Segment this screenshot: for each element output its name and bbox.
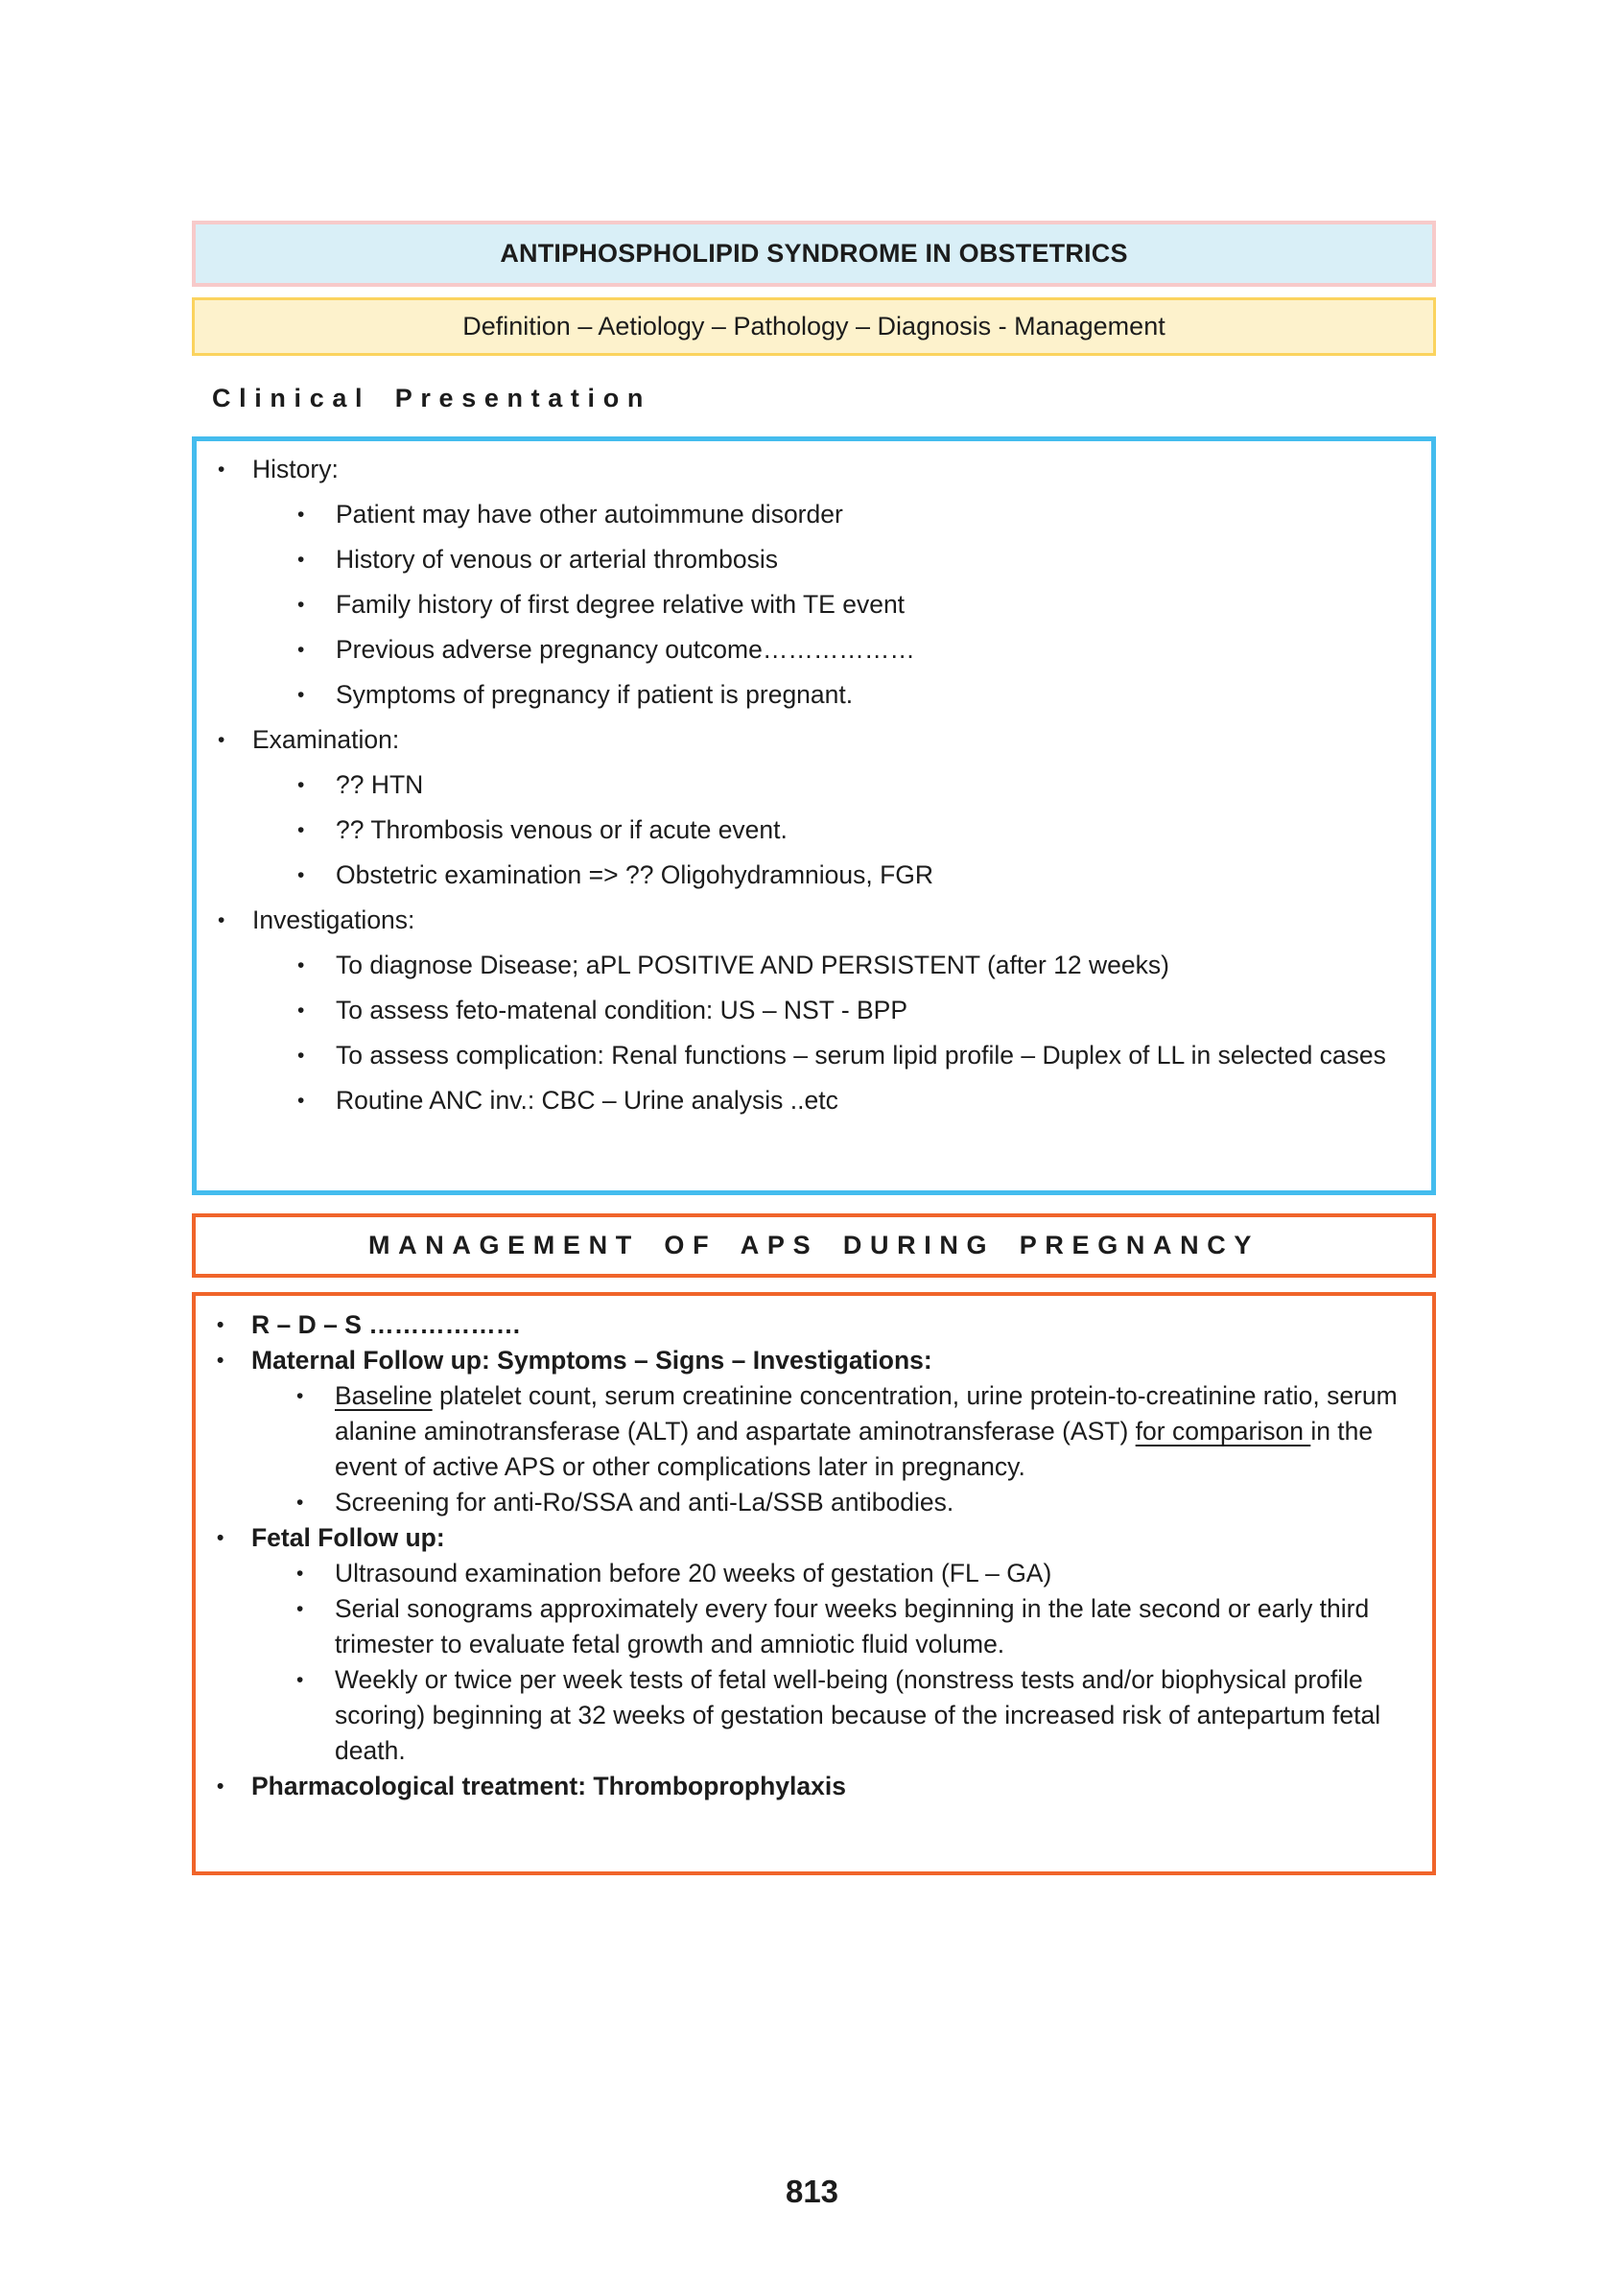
list-item-text: ?? Thrombosis venous or if acute event. bbox=[336, 815, 788, 844]
bullet-icon: • bbox=[297, 1045, 305, 1067]
bullet-icon: • bbox=[297, 864, 305, 886]
list-item bbox=[297, 813, 1404, 847]
list-item-text: ?? HTN bbox=[336, 770, 424, 799]
list-item bbox=[297, 543, 1404, 576]
list-item bbox=[297, 858, 1404, 892]
subtitle-banner bbox=[192, 297, 1436, 356]
bullet-icon: • bbox=[296, 1598, 304, 1620]
title-banner bbox=[192, 221, 1436, 287]
list-item-text: Routine ANC inv.: CBC – Urine analysis ..etc bbox=[336, 1086, 838, 1115]
bullet-icon: • bbox=[296, 1492, 304, 1514]
list-item-text: Symptoms of pregnancy if patient is pregnant. bbox=[336, 680, 854, 709]
list-item bbox=[296, 1556, 1409, 1591]
list-item-text: Previous adverse pregnancy outcome……………… bbox=[336, 635, 915, 664]
list-item-text: Pharmacological treatment: Thromboprophylaxis bbox=[251, 1772, 846, 1800]
bullet-icon: • bbox=[297, 549, 305, 571]
list-item-text: Examination: bbox=[252, 725, 400, 754]
bullet-icon: • bbox=[218, 459, 225, 481]
list-item bbox=[297, 949, 1404, 982]
list-item-text: Maternal Follow up: Symptoms – Signs – Investigations: bbox=[251, 1346, 932, 1375]
list-item-text: Family history of first degree relative with TE event bbox=[336, 590, 906, 619]
page-number: 813 bbox=[785, 2174, 839, 2209]
list-item bbox=[217, 1520, 1409, 1556]
list-item bbox=[296, 1485, 1409, 1520]
document-subtitle: Definition – Aetiology – Pathology – Diagnosis - Management bbox=[462, 312, 1165, 341]
list-item-text: Baseline platelet count, serum creatinine concentration, urine protein-to-creatinine ratio, serum alanine aminotransferase (ALT) and aspartate aminotransferase (AST) for comparison in the event of active APS or other complications later in pregnancy. bbox=[335, 1381, 1398, 1481]
management-heading: MANAGEMENT OF APS DURING PREGNANCY bbox=[367, 1231, 1260, 1259]
list-item bbox=[297, 994, 1404, 1027]
bullet-icon: • bbox=[297, 819, 305, 841]
bullet-icon: • bbox=[296, 1563, 304, 1585]
list-item bbox=[217, 1769, 1409, 1804]
list-item bbox=[297, 633, 1404, 667]
bullet-icon: • bbox=[297, 999, 305, 1022]
list-item-text: Fetal Follow up: bbox=[251, 1523, 445, 1552]
list-item-text: Serial sonograms approximately every four weeks beginning in the late second or early third trimester to evaluate fetal growth and amniotic fluid volume. bbox=[335, 1594, 1370, 1658]
list-item bbox=[297, 1039, 1404, 1072]
bullet-icon: • bbox=[217, 1314, 224, 1336]
bullet-icon: • bbox=[217, 1775, 224, 1798]
list-item-text: History: bbox=[252, 455, 339, 483]
list-item-text: Investigations: bbox=[252, 905, 415, 934]
list-item-text: Weekly or twice per week tests of fetal well-being (nonstress tests and/or biophysical profile scoring) beginning at 32 weeks of gestation because of the increased risk of antepartum fetal death. bbox=[335, 1665, 1381, 1765]
bullet-icon: • bbox=[217, 1350, 224, 1372]
list-item bbox=[217, 1307, 1409, 1343]
list-item-text: R – D – S ……………… bbox=[251, 1310, 522, 1339]
list-item bbox=[297, 588, 1404, 622]
clinical-list bbox=[197, 453, 1404, 1117]
list-item-text: To assess complication: Renal functions – serum lipid profile – Duplex of LL in selected cases bbox=[336, 1041, 1386, 1070]
management-box bbox=[192, 1292, 1436, 1875]
list-item bbox=[296, 1591, 1409, 1662]
section-label-item bbox=[218, 723, 1404, 757]
list-item bbox=[297, 768, 1404, 802]
management-list bbox=[196, 1307, 1409, 1804]
list-item bbox=[296, 1378, 1409, 1485]
bullet-icon: • bbox=[297, 774, 305, 796]
bullet-icon: • bbox=[296, 1385, 304, 1407]
document-title: ANTIPHOSPHOLIPID SYNDROME IN OBSTETRICS bbox=[500, 239, 1128, 268]
list-item bbox=[296, 1662, 1409, 1769]
bullet-icon: • bbox=[297, 954, 305, 976]
list-item-text: Patient may have other autoimmune disorder bbox=[336, 500, 843, 529]
list-item bbox=[297, 1084, 1404, 1117]
management-title-banner bbox=[192, 1213, 1436, 1278]
bullet-icon: • bbox=[297, 504, 305, 526]
bullet-icon: • bbox=[297, 1090, 305, 1112]
section-label-item bbox=[218, 453, 1404, 486]
list-item-text: To diagnose Disease; aPL POSITIVE AND PERSISTENT (after 12 weeks) bbox=[336, 951, 1169, 979]
list-item bbox=[297, 498, 1404, 531]
list-item bbox=[217, 1343, 1409, 1378]
list-item-text: Obstetric examination => ?? Oligohydramnious, FGR bbox=[336, 860, 934, 889]
list-item bbox=[297, 678, 1404, 712]
bullet-icon: • bbox=[297, 594, 305, 616]
bullet-icon: • bbox=[218, 729, 225, 751]
clinical-presentation-heading: Clinical Presentation bbox=[212, 384, 651, 412]
list-item-text: Screening for anti-Ro/SSA and anti-La/SSB antibodies. bbox=[335, 1488, 954, 1517]
section-label-item bbox=[218, 904, 1404, 937]
clinical-presentation-box bbox=[192, 436, 1436, 1195]
list-item-text: Ultrasound examination before 20 weeks of gestation (FL – GA) bbox=[335, 1559, 1052, 1587]
list-item-text: History of venous or arterial thrombosis bbox=[336, 545, 778, 574]
bullet-icon: • bbox=[297, 684, 305, 706]
list-item-text: To assess feto-matenal condition: US – NST - BPP bbox=[336, 996, 908, 1024]
bullet-icon: • bbox=[217, 1527, 224, 1549]
bullet-icon: • bbox=[218, 909, 225, 931]
bullet-icon: • bbox=[296, 1669, 304, 1691]
bullet-icon: • bbox=[297, 639, 305, 661]
